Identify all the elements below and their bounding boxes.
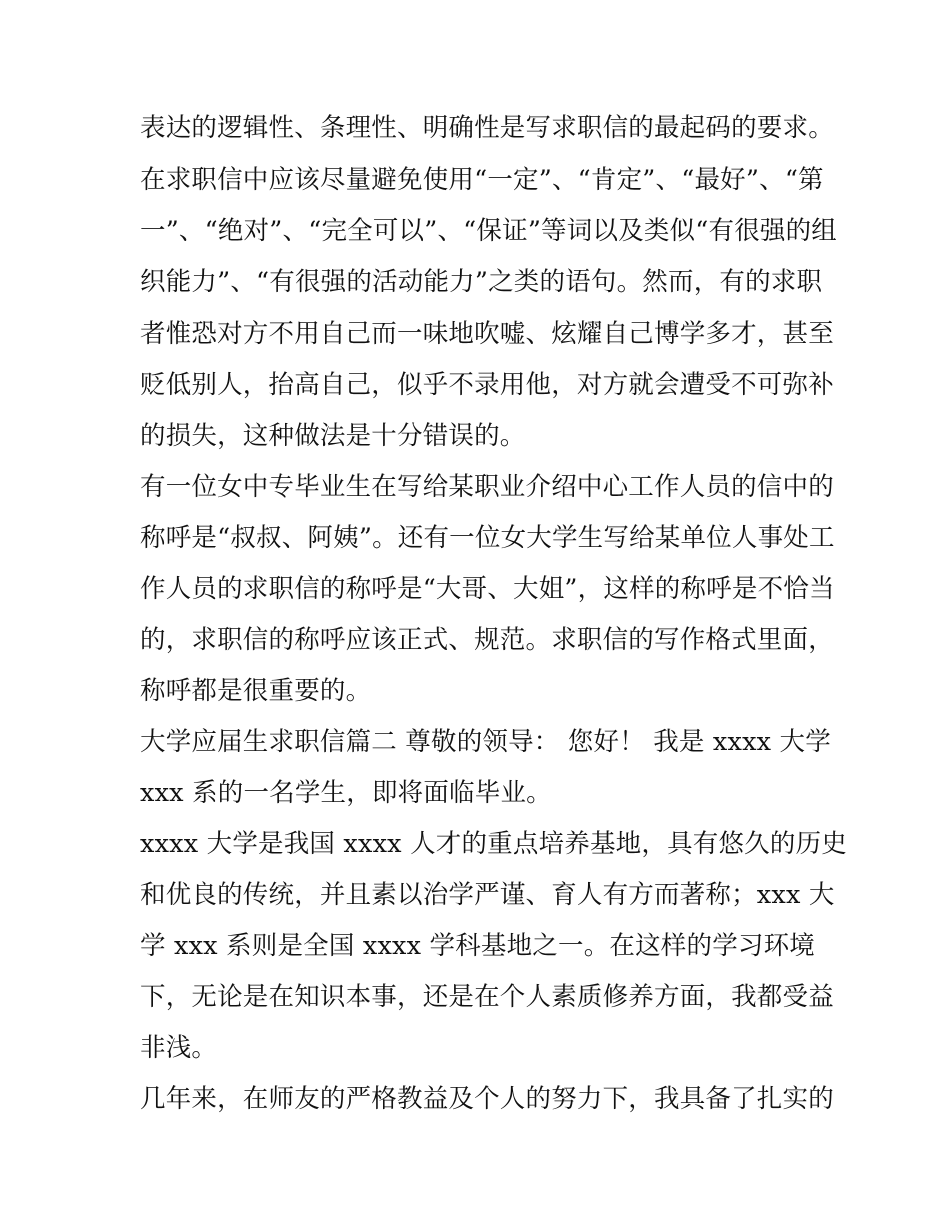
text-line: 称呼都是很重要的。	[140, 676, 372, 706]
text-line: 大学应届生求职信篇二 尊敬的领导： 您好！ 我是 xxxx 大学	[140, 727, 831, 757]
text-line: 的，求职信的称呼应该正式、规范。求职信的写作格式里面，	[140, 625, 834, 655]
text-line: 作人员的求职信的称呼是“大哥、大姐”，这样的称呼是不恰当	[140, 574, 835, 604]
text-line: xxxx 大学是我国 xxxx 人才的重点培养基地，具有悠久的历史	[140, 829, 847, 859]
text-line: 贬低别人，抬高自己，似乎不录用他，对方就会遭受不可弥补	[140, 370, 834, 400]
text-line: 非浅。	[140, 1033, 218, 1063]
text-line: 和优良的传统，并且素以治学严谨、育人有方而著称；xxx 大	[140, 880, 835, 910]
text-line: 下，无论是在知识本事，还是在个人素质修养方面，我都受益	[140, 982, 834, 1012]
text-line: 一”、“绝对”、“完全可以”、“保证”等词以及类似“有很强的组	[140, 216, 837, 246]
text-line: 表达的逻辑性、条理性、明确性是写求职信的最起码的要求。	[140, 113, 834, 143]
text-line: 称呼是“叔叔、阿姨”。还有一位女大学生写给某单位人事处工	[140, 523, 835, 553]
text-line: 织能力”、“有很强的活动能力”之类的语句。然而，有的求职	[140, 267, 823, 297]
text-line: 几年来，在师友的严格教益及个人的努力下，我具备了扎实的	[140, 1084, 834, 1114]
text-line: 学 xxx 系则是全国 xxxx 学科基地之一。在这样的学习环境	[140, 931, 815, 961]
text-line: 的损失，这种做法是十分错误的。	[140, 421, 526, 451]
text-line: xxx 系的一名学生，即将面临毕业。	[140, 778, 552, 808]
text-line: 有一位女中专毕业生在写给某职业介绍中心工作人员的信中的	[140, 472, 834, 502]
text-line: 在求职信中应该尽量避免使用“一定”、“肯定”、“最好”、“第	[140, 165, 824, 195]
text-line: 者惟恐对方不用自己而一味地吹嘘、炫耀自己博学多才，甚至	[140, 319, 834, 349]
